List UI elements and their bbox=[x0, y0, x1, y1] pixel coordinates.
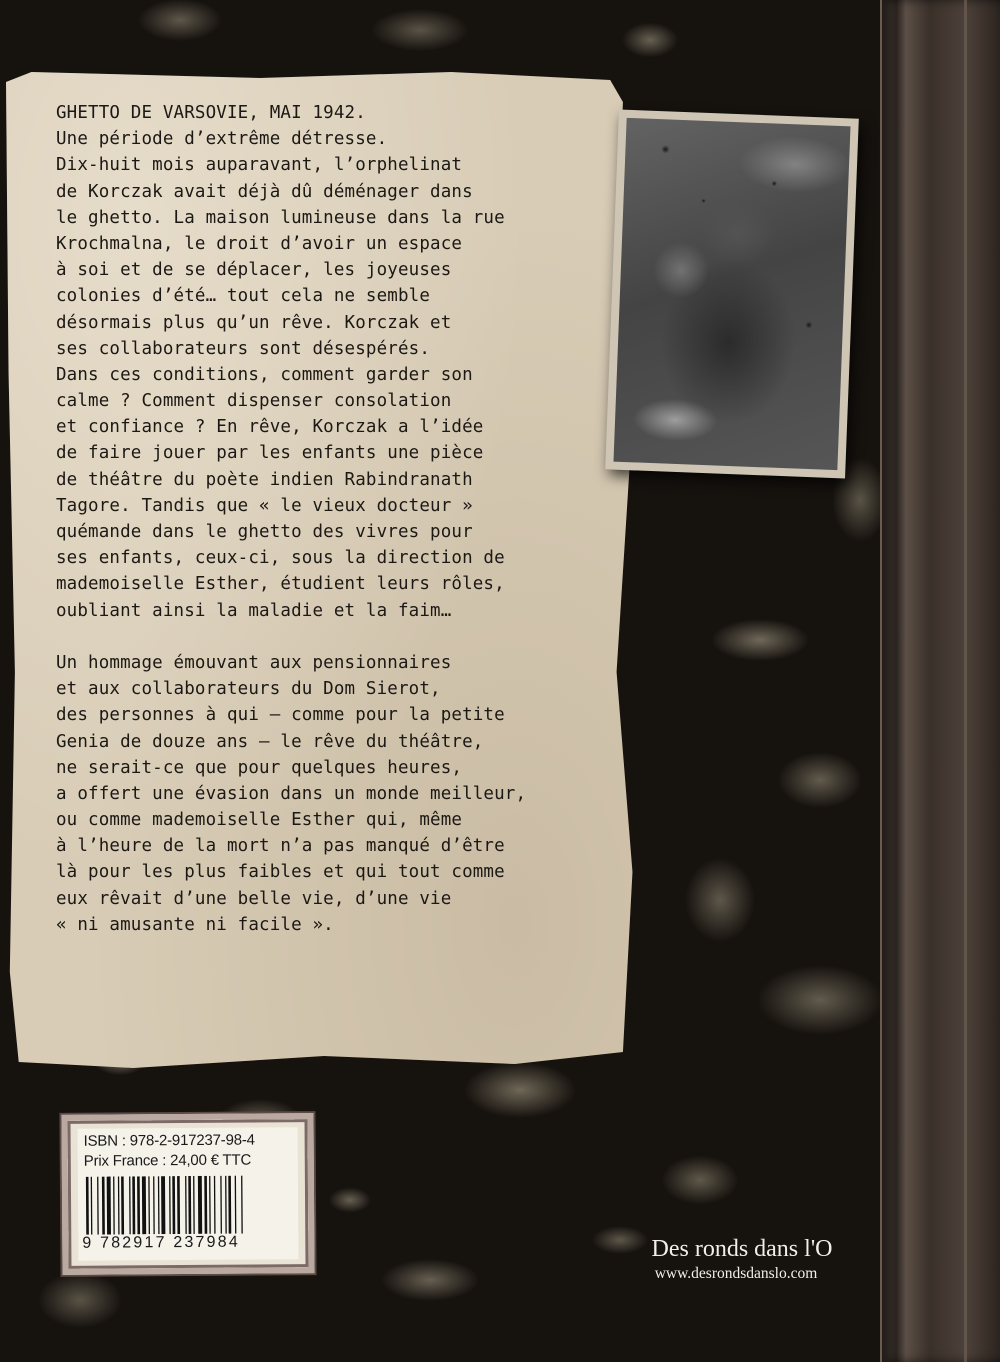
barcode-stripe bbox=[113, 1177, 115, 1235]
publisher-name: Des ronds dans l'O bbox=[651, 1236, 833, 1262]
blurb-line: de Korczak avait déjà dû déménager dans bbox=[56, 181, 473, 202]
isbn-text: ISBN : 978-2-917237-98-4 bbox=[83, 1131, 255, 1150]
barcode-stripe bbox=[102, 1177, 105, 1235]
blurb-line: Une période d’extrême détresse. bbox=[56, 129, 388, 150]
barcode-stripe bbox=[118, 1176, 120, 1234]
barcode-stripe bbox=[209, 1176, 211, 1234]
blurb-line: à soi et de se déplacer, les joyeuses bbox=[56, 260, 452, 281]
blurb-line: des personnes à qui – comme pour la petite bbox=[56, 705, 505, 726]
price-text: Prix France : 24,00 € TTC bbox=[83, 1151, 252, 1170]
blurb-line: et aux collaborateurs du Dom Sierot, bbox=[56, 679, 441, 700]
blurb-line: de théâtre du poète indien Rabindranath bbox=[56, 469, 473, 490]
barcode-stripe bbox=[193, 1176, 195, 1234]
barcode-stripe bbox=[214, 1176, 216, 1234]
blurb-line: Dans ces conditions, comment garder son bbox=[56, 364, 473, 385]
barcode-stripe bbox=[107, 1177, 111, 1235]
blurb-line: a offert une évasion dans un monde meilleur, bbox=[56, 783, 527, 804]
blurb-line: « ni amusante ni facile ». bbox=[56, 914, 334, 935]
blurb-line: calme ? Comment dispenser consolation bbox=[56, 391, 452, 412]
barcode-stripe bbox=[86, 1177, 89, 1235]
blurb-text bbox=[56, 100, 656, 938]
barcode-stripe bbox=[235, 1176, 237, 1234]
barcode-stripe bbox=[129, 1176, 131, 1234]
barcode-stripe bbox=[142, 1176, 146, 1234]
barcode-stripe bbox=[204, 1176, 207, 1234]
blurb-line: Krochmalna, le droit d’avoir un espace bbox=[56, 233, 463, 254]
photo-children-image bbox=[613, 118, 850, 470]
barcode-label bbox=[61, 1113, 314, 1275]
barcode-stripe bbox=[188, 1176, 191, 1234]
blurb-line: Dix-huit mois auparavant, l’orphelinat bbox=[56, 155, 463, 176]
barcode-area bbox=[78, 1127, 299, 1261]
barcode-stripe bbox=[177, 1176, 180, 1234]
barcode-digits: 9 782917 237984 bbox=[82, 1233, 240, 1252]
barcode-stripe bbox=[97, 1177, 99, 1235]
paragraph-gap bbox=[56, 624, 656, 650]
blurb-line: eux rêvait d’une belle vie, d’une vie bbox=[56, 888, 452, 909]
blurb-line: à l’heure de la mort n’a pas manqué d’être bbox=[56, 836, 505, 857]
publisher-url: www.desrondsdanslo.com bbox=[654, 1265, 818, 1282]
blurb-line: ses enfants, ceux-ci, sous la direction de bbox=[56, 548, 505, 569]
book-spine bbox=[880, 0, 1000, 1362]
barcode-stripe bbox=[148, 1176, 150, 1234]
blurb-line: quémande dans le ghetto des vivres pour bbox=[56, 522, 473, 542]
blurb-line: Un hommage émouvant aux pensionnaires bbox=[56, 652, 452, 673]
blurb-line: le ghetto. La maison lumineuse dans la rue bbox=[56, 207, 505, 228]
blurb-line: Tagore. Tandis que « le vieux docteur » bbox=[56, 495, 473, 516]
barcode-stripe bbox=[158, 1176, 160, 1234]
barcode-bars bbox=[84, 1175, 294, 1234]
barcode-stripe bbox=[137, 1176, 140, 1234]
barcode-stripe bbox=[153, 1176, 155, 1234]
barcode-stripe bbox=[228, 1176, 231, 1234]
barcode-stripe bbox=[172, 1176, 175, 1234]
barcode-stripe bbox=[225, 1176, 227, 1234]
barcode-stripe bbox=[121, 1176, 124, 1234]
blurb-line: GHETTO DE VARSOVIE, MAI 1942. bbox=[56, 103, 366, 123]
blurb-line: ou comme mademoiselle Esther qui, même bbox=[56, 810, 463, 831]
barcode-stripe bbox=[220, 1176, 222, 1234]
barcode-stripe bbox=[161, 1176, 165, 1234]
blurb-line: désormais plus qu’un rêve. Korczak et bbox=[56, 312, 452, 333]
blurb-line: mademoiselle Esther, étudient leurs rôles, bbox=[56, 574, 505, 595]
blurb-line: ses collaborateurs sont désespérés. bbox=[56, 338, 431, 359]
barcode-stripe bbox=[91, 1177, 93, 1235]
barcode-stripe bbox=[241, 1176, 243, 1234]
barcode-stripe bbox=[169, 1176, 171, 1234]
barcode-stripe bbox=[185, 1176, 187, 1234]
blurb-line: de faire jouer par les enfants une pièce bbox=[56, 443, 484, 464]
archival-photo bbox=[605, 110, 859, 479]
barcode-stripe bbox=[198, 1176, 202, 1234]
blurb-line: oubliant ainsi la maladie et la faim… bbox=[56, 600, 452, 621]
blurb-line: et confiance ? En rêve, Korczak a l’idée bbox=[56, 417, 484, 438]
blurb-line: ne serait-ce que pour quelques heures, bbox=[56, 757, 463, 778]
barcode-stripe bbox=[132, 1176, 135, 1234]
blurb-line: là pour les plus faibles et qui tout comme bbox=[56, 862, 505, 883]
blurb-line: colonies d’été… tout cela ne semble bbox=[56, 286, 431, 307]
blurb-line: Genia de douze ans – le rêve du théâtre, bbox=[56, 731, 484, 752]
